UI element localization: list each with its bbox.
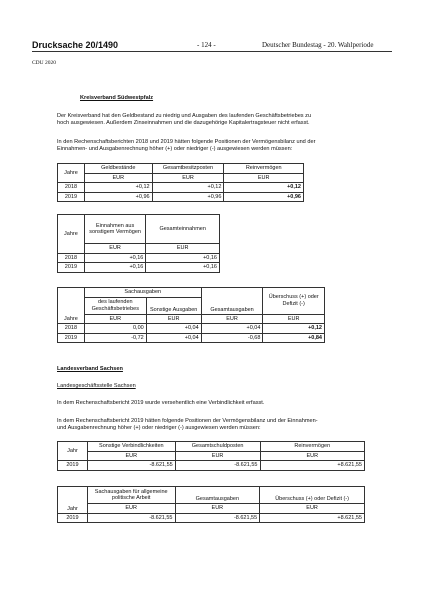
value-cell: +0,12 bbox=[152, 183, 224, 193]
parliament-label: Deutscher Bundestag - 20. Wahlperiode bbox=[262, 41, 374, 49]
year-cell: 2018 bbox=[58, 183, 85, 193]
unit-cell: EUR bbox=[152, 173, 224, 183]
value-cell: +0,04 bbox=[146, 333, 201, 343]
value-cell: +0,96 bbox=[84, 192, 152, 202]
table-row bbox=[58, 253, 220, 263]
value-cell: +0,16 bbox=[146, 263, 220, 273]
unit-cell: EUR bbox=[260, 504, 365, 514]
col-header-reinvermoegen: Reinvermögen bbox=[224, 164, 304, 174]
col-header-einnahmen-sonstiges-vermoegen: Einnahmen aus sonstigem Vermögen bbox=[84, 215, 146, 244]
section2-heading: Landesverband Sachsen bbox=[57, 366, 123, 372]
year-cell: 2019 bbox=[58, 192, 85, 202]
table-expenses-2019 bbox=[57, 486, 365, 523]
value-cell: +0,84 bbox=[263, 333, 325, 343]
col-header-gesamtbesitzposten: Gesamtbesitzposten bbox=[152, 164, 224, 174]
unit-cell: EUR bbox=[146, 314, 201, 324]
col-header-jahre: Jahre bbox=[58, 288, 85, 324]
col-header-jahr: Jahr bbox=[58, 442, 88, 461]
value-cell: 0,00 bbox=[84, 324, 146, 334]
col-header-jahr: Jahr bbox=[58, 487, 88, 514]
value-cell: -8.621,55 bbox=[175, 461, 260, 471]
table-header-row bbox=[58, 288, 325, 298]
table-liabilities-2019 bbox=[57, 441, 365, 471]
year-cell: 2019 bbox=[58, 263, 85, 273]
unit-cell: EUR bbox=[87, 451, 175, 461]
section1-para2-line1: In den Rechenschaftsberichten 2018 und 2019 hätten folgende Positionen der Vermögensbilanz und der bbox=[57, 139, 316, 145]
col-header-sachausgaben-politische-arbeit: Sachausgaben für allgemeine politische Arbeit bbox=[87, 487, 175, 504]
year-cell: 2018 bbox=[58, 324, 85, 334]
value-cell: +0,96 bbox=[224, 192, 304, 202]
party-label: CDU 2020 bbox=[32, 60, 56, 66]
value-cell: -0,68 bbox=[201, 333, 263, 343]
table-balance-2018-2019 bbox=[57, 163, 304, 202]
value-cell: +0,12 bbox=[84, 183, 152, 193]
unit-cell: EUR bbox=[84, 244, 146, 254]
header-rule bbox=[32, 51, 392, 52]
value-cell: +0,04 bbox=[201, 324, 263, 334]
unit-cell: EUR bbox=[224, 173, 304, 183]
table-unit-row bbox=[58, 314, 325, 324]
value-cell: +0,12 bbox=[263, 324, 325, 334]
table-row bbox=[58, 513, 365, 523]
table-header-row bbox=[58, 215, 220, 244]
table-unit-row bbox=[58, 504, 365, 514]
table-header-row bbox=[58, 442, 365, 452]
table-unit-row bbox=[58, 173, 304, 183]
page-number: - 124 - bbox=[197, 41, 216, 49]
year-cell: 2019 bbox=[58, 333, 85, 343]
unit-cell: EUR bbox=[263, 314, 325, 324]
section1-para1-line1: Der Kreisverband hat den Geldbestand zu niedrig und Ausgaben des laufenden Geschäftsbetriebes zu bbox=[57, 113, 312, 119]
col-header-gesamtschuldposten: Gesamtschuldposten bbox=[175, 442, 260, 452]
unit-cell: EUR bbox=[260, 451, 365, 461]
unit-cell: EUR bbox=[84, 314, 146, 324]
table-row bbox=[58, 324, 325, 334]
col-header-geldbestaende: Geldbestände bbox=[84, 164, 152, 174]
value-cell: +8.621,55 bbox=[260, 461, 365, 471]
section2-subheading: Landesgeschäftsstelle Sachsen bbox=[57, 383, 136, 389]
table-unit-row bbox=[58, 451, 365, 461]
value-cell: +0,16 bbox=[84, 253, 146, 263]
col-header-ueberschuss-defizit: Überschuss (+) oder Defizit (-) bbox=[260, 487, 365, 504]
section2-para2-line2: und Ausgabenrechnung höher (+) oder niedriger (-) ausgewiesen werden müssen: bbox=[57, 425, 261, 431]
value-cell: -8.621,55 bbox=[87, 461, 175, 471]
col-header-jahre: Jahre bbox=[58, 164, 85, 183]
table-row bbox=[58, 192, 304, 202]
year-cell: 2018 bbox=[58, 253, 85, 263]
value-cell: +0,04 bbox=[146, 324, 201, 334]
col-header-laufender-geschaeftsbetrieb: des laufenden Geschäftsbetriebes bbox=[84, 297, 146, 314]
table-row bbox=[58, 183, 304, 193]
value-cell: +0,96 bbox=[152, 192, 224, 202]
col-header-sonstige-verbindlichkeiten: Sonstige Verbindlichkeiten bbox=[87, 442, 175, 452]
value-cell: +8.621,55 bbox=[260, 513, 365, 523]
col-header-sachausgaben: Sachausgaben bbox=[84, 288, 201, 298]
col-header-ueberschuss-defizit: Überschuss (+) oder Defizit (-) bbox=[263, 288, 325, 315]
col-header-reinvermoegen: Reinvermögen bbox=[260, 442, 365, 452]
table-income-2018-2019 bbox=[57, 214, 220, 273]
section1-para2-line2: Einnahmen- und Ausgabenrechnung höher (+) oder niedriger (-) ausgewiesen werden müssen: bbox=[57, 146, 293, 152]
col-header-sonstige-ausgaben: Sonstige Ausgaben bbox=[146, 297, 201, 314]
unit-cell: EUR bbox=[84, 173, 152, 183]
col-header-gesamteinnahmen: Gesamteinnahmen bbox=[146, 215, 220, 244]
year-cell: 2019 bbox=[58, 461, 88, 471]
unit-cell: EUR bbox=[87, 504, 175, 514]
table-row bbox=[58, 263, 220, 273]
unit-cell: EUR bbox=[175, 451, 260, 461]
unit-cell: EUR bbox=[201, 314, 263, 324]
value-cell: -8.621,55 bbox=[175, 513, 260, 523]
table-header-row bbox=[58, 487, 365, 504]
section1-para1-line2: hoch ausgewiesen. Außerdem Zinseinnahmen und die dazugehörige Kapitalertragsteuer nicht erfasst. bbox=[57, 120, 310, 126]
value-cell: -0,72 bbox=[84, 333, 146, 343]
value-cell: -8.621,55 bbox=[87, 513, 175, 523]
section1-heading: Kreisverband Südwestpfalz bbox=[80, 95, 154, 101]
year-cell: 2019 bbox=[58, 513, 88, 523]
table-expenses-2018-2019 bbox=[57, 287, 325, 343]
unit-cell: EUR bbox=[146, 244, 220, 254]
table-row bbox=[58, 461, 365, 471]
section2-para1: In dem Rechenschaftsbericht 2019 wurde versehentlich eine Verbindlichkeit erfasst. bbox=[57, 400, 265, 406]
col-header-jahre: Jahre bbox=[58, 215, 85, 254]
col-header-gesamtausgaben: Gesamtausgaben bbox=[201, 288, 263, 315]
value-cell: +0,12 bbox=[224, 183, 304, 193]
table-header-row bbox=[58, 164, 304, 174]
unit-cell: EUR bbox=[175, 504, 260, 514]
value-cell: +0,16 bbox=[84, 263, 146, 273]
document-number: Drucksache 20/1490 bbox=[32, 40, 119, 50]
section2-para2-line1: In dem Rechenschaftsbericht 2019 hätten folgende Positionen der Vermögensbilanz und der Einnahmen- bbox=[57, 418, 318, 424]
value-cell: +0,16 bbox=[146, 253, 220, 263]
col-header-gesamtausgaben: Gesamtausgaben bbox=[175, 487, 260, 504]
table-row bbox=[58, 333, 325, 343]
